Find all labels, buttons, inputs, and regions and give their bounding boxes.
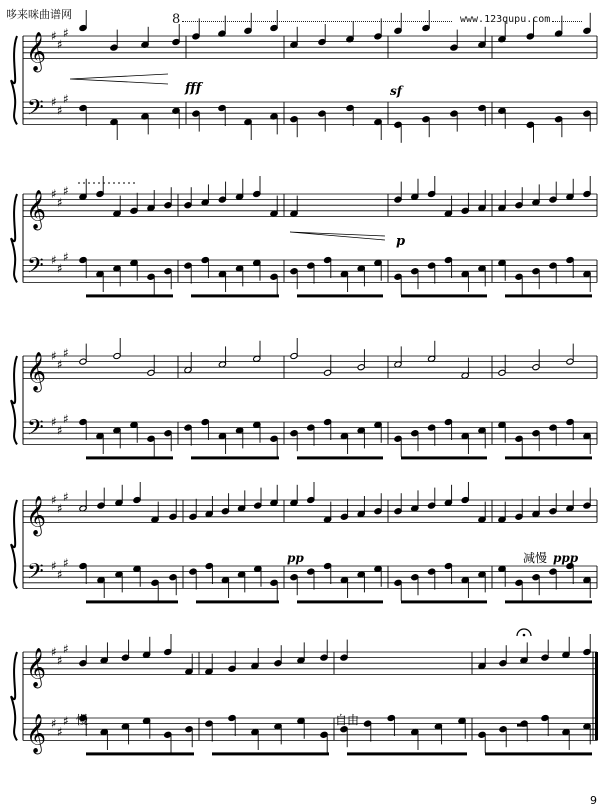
bass-clef: 𝄢: [27, 95, 44, 126]
tempo-slow-down: 减慢: [523, 551, 548, 565]
site-name: 哆来咪曲谱网: [6, 8, 72, 21]
sharp-sign: ♯: [63, 412, 69, 427]
beam: [86, 600, 178, 603]
beam: [191, 294, 279, 297]
sharp-sign: ♯: [51, 415, 57, 429]
brace: [11, 356, 17, 444]
beam: [212, 752, 329, 755]
beam: [505, 600, 592, 603]
treble-clef: 𝄞: [26, 189, 47, 230]
sharp-sign: ♯: [57, 103, 63, 118]
sharp-sign: ♯: [51, 95, 57, 109]
sharp-sign: ♯: [57, 37, 63, 52]
sharp-sign: ♯: [51, 187, 57, 201]
sharp-sign: ♯: [63, 92, 69, 107]
beam: [505, 456, 592, 459]
beam: [297, 294, 383, 297]
beam: [196, 600, 279, 603]
bass-clef: 𝄢: [27, 415, 44, 446]
tempo-slow: 慢: [76, 713, 89, 727]
brace: [11, 194, 17, 282]
crescendo-hairpin: [70, 74, 168, 84]
sharp-sign: ♯: [51, 29, 57, 43]
sharp-sign: ♯: [57, 567, 63, 582]
fermata-dot: [523, 634, 526, 637]
sharp-sign: ♯: [63, 250, 69, 265]
sharp-sign: ♯: [63, 642, 69, 657]
sharp-sign: ♯: [63, 346, 69, 361]
tempo-free: 自由: [335, 713, 360, 727]
sharp-sign: ♯: [51, 716, 57, 731]
decrescendo-hairpin: [290, 232, 385, 240]
brace: [11, 652, 17, 740]
sharp-sign: ♯: [57, 501, 63, 516]
beam: [86, 294, 173, 297]
sharp-sign: ♯: [51, 645, 57, 659]
rest: [517, 724, 527, 727]
dynamic-sf: sf: [390, 84, 402, 98]
sharp-sign: ♯: [63, 490, 69, 505]
bass-clef: 𝄢: [27, 559, 44, 590]
treble-clef: 𝄞: [26, 713, 47, 754]
page-number: 9: [590, 794, 597, 807]
sharp-sign: ♯: [63, 184, 69, 199]
beam: [297, 456, 383, 459]
site-url: www.123qupu.com: [460, 14, 551, 25]
sharp-sign: ♯: [57, 261, 63, 276]
sharp-sign: ♯: [51, 253, 57, 267]
sharp-sign: ♯: [57, 357, 63, 372]
sharp-sign: ♯: [63, 556, 69, 571]
beam: [485, 752, 592, 755]
sharp-sign: ♯: [57, 423, 63, 438]
treble-clef: 𝄞: [26, 495, 47, 536]
beam: [401, 456, 487, 459]
dynamic-pp: pp: [287, 551, 304, 565]
brace: [11, 36, 17, 124]
dynamic-p: p: [396, 234, 406, 249]
treble-clef: 𝄞: [26, 351, 47, 392]
sharp-sign: ♯: [51, 493, 57, 507]
beam: [191, 456, 279, 459]
beam: [401, 600, 487, 603]
treble-clef: 𝄞: [26, 31, 47, 72]
beam: [86, 752, 194, 755]
sharp-sign: ♯: [63, 26, 69, 41]
bass-clef: 𝄢: [27, 253, 44, 284]
sharp-sign: ♯: [51, 349, 57, 363]
sharp-sign: ♯: [51, 559, 57, 573]
beam: [505, 294, 592, 297]
treble-clef: 𝄞: [26, 647, 47, 688]
sharp-sign: ♯: [57, 195, 63, 210]
beam: [401, 294, 487, 297]
sharp-sign: ♯: [63, 713, 69, 728]
sharp-sign: ♯: [57, 653, 63, 668]
beam: [297, 600, 383, 603]
ottava-marking: 8: [172, 12, 181, 27]
brace: [11, 500, 17, 588]
dynamic-ppp: ppp: [553, 551, 579, 565]
final-barline-thick: [595, 652, 598, 740]
dynamic-fff: fff: [185, 81, 202, 96]
beam: [86, 456, 173, 459]
sharp-sign: ♯: [57, 725, 63, 739]
beam: [347, 752, 467, 755]
